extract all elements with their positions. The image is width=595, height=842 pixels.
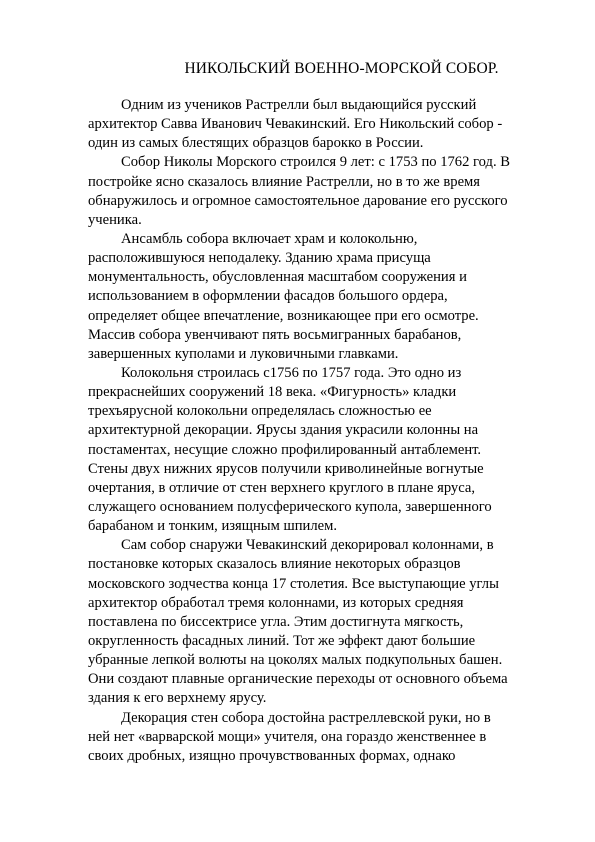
paragraph-line: здания к его верхнему ярусу. bbox=[88, 690, 267, 707]
paragraph-line: постановке которых сказалось влияние некоторых образцов bbox=[88, 556, 461, 573]
page-title-text: НИКОЛЬСКИЙ ВОЕННО-МОРСКОЙ СОБОР. bbox=[184, 60, 499, 77]
paragraph-line: Ансамбль собора включает храм и колокольню, bbox=[121, 230, 418, 247]
paragraph-line: расположившуюся неподалеку. Зданию храма присуща bbox=[88, 250, 431, 267]
page-title bbox=[0, 60, 595, 78]
paragraph bbox=[88, 96, 558, 153]
paragraph-line: обнаружилось и огромное самостоятельное дарование его русского bbox=[88, 192, 508, 209]
paragraph-line: ученика. bbox=[88, 211, 142, 228]
paragraph-line: убранные лепкой волюты на цоколях малых подкупольных башен. bbox=[88, 652, 503, 669]
paragraph bbox=[88, 230, 558, 364]
paragraph-line: служащего основанием полусферического купола, завершенного bbox=[88, 498, 492, 515]
paragraph-line: монументальность, обусловленная масштабом сооружения и bbox=[88, 269, 467, 286]
paragraph-line: определяет общее впечатление, возникающее при его осмотре. bbox=[88, 307, 479, 324]
paragraph-line: Сам собор снаружи Чевакинский декорировал колоннами, в bbox=[121, 537, 494, 554]
paragraph-line: барабаном и тонким, изящным шпилем. bbox=[88, 518, 337, 535]
paragraph bbox=[88, 709, 558, 766]
paragraph-line: очертания, в отличие от стен верхнего круглого в плане яруса, bbox=[88, 479, 476, 496]
paragraph-line: Собор Николы Морского строился 9 лет: с 1753 по 1762 год. В bbox=[121, 154, 510, 171]
paragraph-line: Одним из учеников Растрелли был выдающийся русский bbox=[121, 97, 477, 113]
paragraph-line: использованием в оформлении фасадов большого ордера, bbox=[88, 288, 448, 305]
paragraph bbox=[88, 153, 558, 230]
paragraph-line: постаментах, несущие сложно профилированный антаблемент. bbox=[88, 441, 482, 458]
paragraph-line: московского зодчества конца 17 столетия. Все выступающие углы bbox=[88, 575, 499, 592]
paragraph-line: постройке ясно сказалось влияние Растрелли, но в то же время bbox=[88, 173, 481, 190]
document-body bbox=[88, 96, 558, 766]
paragraph-line: Они создают плавные органические переходы от основного объема bbox=[88, 671, 508, 688]
paragraph-line: один из самых блестящих образцов барокко в России. bbox=[88, 135, 424, 152]
paragraph bbox=[88, 536, 558, 708]
paragraph-line: архитектурной декорации. Ярусы здания украсили колонны на bbox=[88, 422, 479, 439]
paragraph-line: Стены двух нижних ярусов получили криволинейные вогнутые bbox=[88, 460, 484, 477]
paragraph-line: архитектор Савва Иванович Чевакинский. Его Никольский собор - bbox=[88, 116, 503, 133]
paragraph-line: прекраснейших сооружений 18 века. «Фигурность» кладки bbox=[88, 384, 457, 401]
paragraph-line: Декорация стен собора достойна растреллевской руки, но в bbox=[121, 709, 491, 726]
paragraph-line: Колокольня строилась с1756 по 1757 года. Это одно из bbox=[121, 364, 462, 381]
paragraph-line: трехъярусной колокольни определялась сложностью ее bbox=[88, 403, 432, 420]
paragraph-line: завершенных куполами и луковичными главками. bbox=[88, 345, 399, 362]
paragraph-line: ней нет «варварской мощи» учителя, она гораздо женственнее в bbox=[88, 728, 487, 745]
paragraph-line: архитектор обработал тремя колоннами, из которых средняя bbox=[88, 594, 464, 611]
paragraph bbox=[88, 364, 558, 536]
paragraph-line: округленность фасадных линий. Тот же эффект дают большие bbox=[88, 632, 476, 649]
paragraph-line: своих дробных, изящно прочувствованных формах, однако bbox=[88, 747, 456, 764]
paragraph-line: поставлена по биссектрисе угла. Этим достигнута мягкость, bbox=[88, 613, 464, 630]
paragraph-line: Массив собора увенчивают пять восьмигранных барабанов, bbox=[88, 326, 462, 343]
